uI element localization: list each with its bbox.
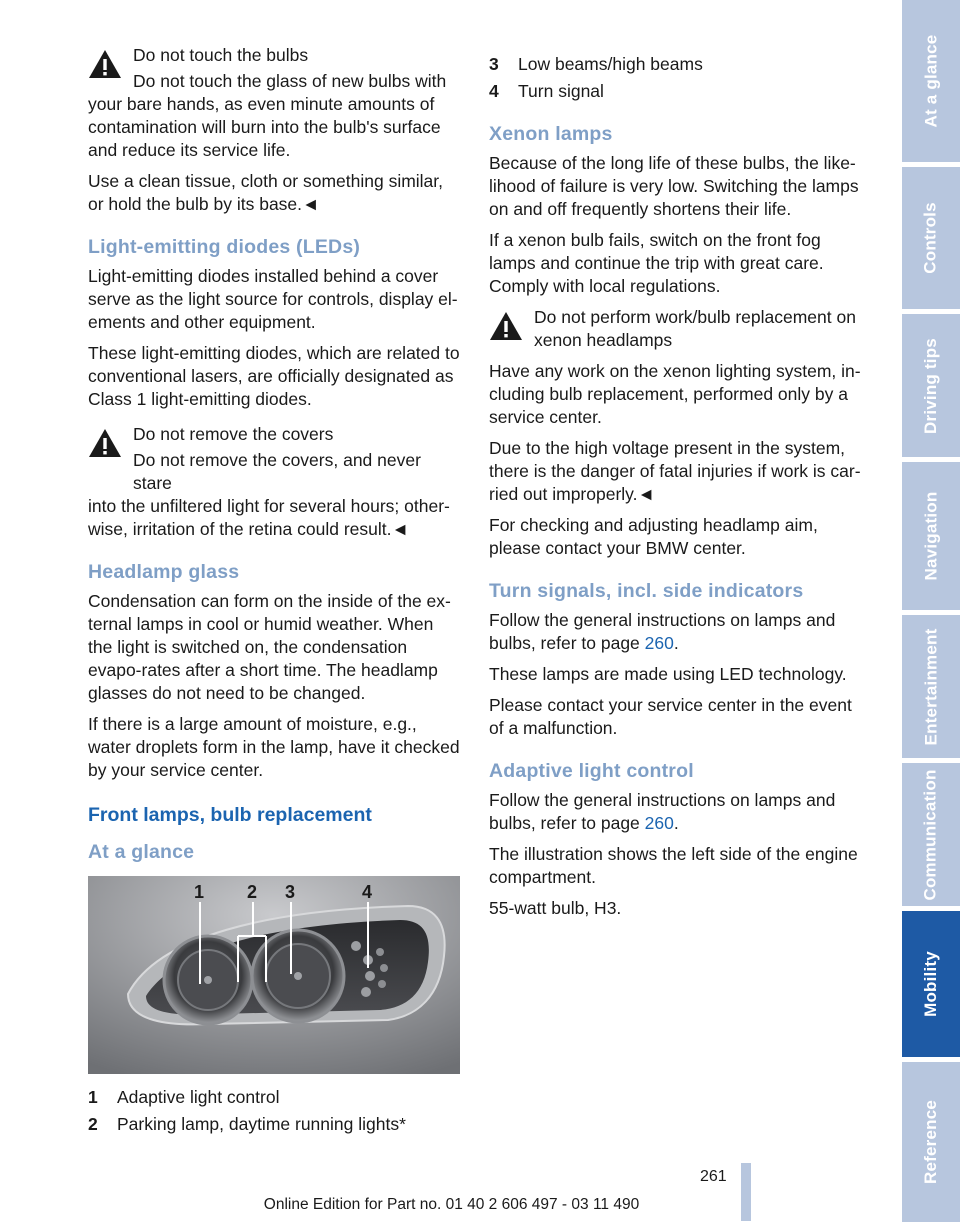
- warning-triangle-icon: [88, 428, 122, 458]
- figure-label-1: 1: [194, 882, 205, 902]
- page-number: 261: [700, 1168, 727, 1185]
- paragraph: For checking and adjusting headlamp aim, please contact your BMW center.: [489, 515, 818, 558]
- paragraph: If there is a large amount of moisture, e.g., water droplets form in the lamp, have it checked by your service center.: [88, 714, 460, 780]
- heading-front-lamps: Front lamps, bulb replacement: [88, 804, 372, 826]
- list-number: 1: [88, 1087, 98, 1107]
- paragraph: If a xenon bulb fails, switch on the front fog lamps and continue the trip with great care. Comply with local regulations.: [489, 230, 824, 296]
- list-item: [88, 1113, 462, 1136]
- paragraph: Have any work on the xenon lighting system, in-cluding bulb replacement, performed only by a service center.: [489, 361, 861, 427]
- list-text: Parking lamp, daytime running lights*: [117, 1114, 406, 1134]
- page-link-260[interactable]: 260: [644, 633, 674, 653]
- paragraph: Follow the general instructions on lamps and bulbs, refer to page 260.: [489, 790, 836, 833]
- warning-text-continued: into the unfiltered light for several hours; other-wise, irritation of the retina could result.◄: [88, 496, 450, 539]
- tab-driving-tips[interactable]: Driving tips: [902, 314, 960, 457]
- warning-note-covers: [88, 423, 462, 495]
- heading-turn-signals: Turn signals, incl. side indicators: [489, 580, 804, 602]
- tab-entertainment[interactable]: Entertainment: [902, 615, 960, 758]
- warning-text: Do not remove the covers, and never stare: [133, 450, 421, 493]
- chapter-tabs: [902, 0, 960, 1222]
- right-column: [489, 44, 861, 928]
- list-item: [88, 1086, 462, 1109]
- edition-footer: Online Edition for Part no. 01 40 2 606 497 - 03 11 490: [263, 1196, 640, 1213]
- warning-note-xenon: [489, 306, 861, 352]
- list-number: 3: [489, 54, 499, 74]
- tab-communication[interactable]: Communication: [902, 763, 960, 906]
- warning-text: Do not touch the glass of new bulbs with: [133, 71, 447, 91]
- figure-label-3: 3: [285, 882, 296, 902]
- paragraph: Condensation can form on the inside of the ex-ternal lamps in cool or humid weather. When the light is switched on, the condensation evapo-rates after a short time. The headlamp glasses do not need to be changed.: [88, 591, 451, 703]
- warning-title: Do not remove the covers: [133, 424, 334, 444]
- tab-reference[interactable]: Reference: [902, 1062, 960, 1222]
- warning-note-bulbs: [88, 44, 462, 93]
- paragraph: These light-emitting diodes, which are related to conventional lasers, are officially designated as Class 1 light-emitting diodes.: [88, 343, 460, 409]
- warning-text-continued: your bare hands, as even minute amounts of contamination will burn into the bulb's surface and reduce its service life.: [88, 94, 441, 160]
- list-number: 2: [88, 1114, 98, 1134]
- tab-at-a-glance[interactable]: At a glance: [902, 0, 960, 162]
- paragraph: 55-watt bulb, H3.: [489, 898, 622, 918]
- tab-controls[interactable]: Controls: [902, 167, 960, 309]
- heading-xenon-lamps: Xenon lamps: [489, 123, 613, 145]
- paragraph: These lamps are made using LED technology.: [489, 664, 847, 684]
- warning-title: Do not perform work/bulb replacement on xenon headlamps: [534, 307, 856, 350]
- page-link-260[interactable]: 260: [644, 813, 674, 833]
- heading-headlamp-glass: Headlamp glass: [88, 561, 240, 583]
- figure-label-4: 4: [362, 882, 373, 902]
- list-text: Turn signal: [518, 81, 604, 101]
- paragraph: Please contact your service center in the event of a malfunction.: [489, 695, 852, 738]
- warning-title: Do not touch the bulbs: [133, 45, 309, 65]
- paragraph: The illustration shows the left side of the engine compartment.: [489, 844, 858, 887]
- tab-navigation[interactable]: Navigation: [902, 462, 960, 610]
- paragraph: Because of the long life of these bulbs, the like-lihood of failure is very low. Switching the lamps on and off frequently shortens their life.: [489, 153, 859, 219]
- headlamp-illustration: [88, 876, 460, 1074]
- tab-mobility[interactable]: Mobility: [902, 911, 960, 1057]
- heading-leds: Light-emitting diodes (LEDs): [88, 236, 361, 258]
- paragraph: Due to the high voltage present in the system, there is the danger of fatal injuries if work is car-ried out improperly.◄: [489, 438, 861, 504]
- list-text: Adaptive light control: [117, 1087, 280, 1107]
- figure-label-2: 2: [247, 882, 258, 902]
- warning-triangle-icon: [88, 49, 122, 79]
- paragraph: Use a clean tissue, cloth or something similar, or hold the bulb by its base.◄: [88, 171, 444, 214]
- list-text: Low beams/high beams: [518, 54, 703, 74]
- heading-adaptive-light: Adaptive light control: [489, 760, 694, 782]
- left-column: [88, 44, 462, 1140]
- paragraph: Follow the general instructions on lamps and bulbs, refer to page 260.: [489, 610, 836, 653]
- paragraph: Light-emitting diodes installed behind a cover serve as the light source for controls, display el-ements and other equipment.: [88, 266, 458, 332]
- list-item: [489, 53, 861, 76]
- list-number: 4: [489, 81, 499, 101]
- heading-at-a-glance: At a glance: [88, 841, 195, 863]
- warning-triangle-icon: [489, 311, 523, 341]
- list-item: [489, 80, 861, 103]
